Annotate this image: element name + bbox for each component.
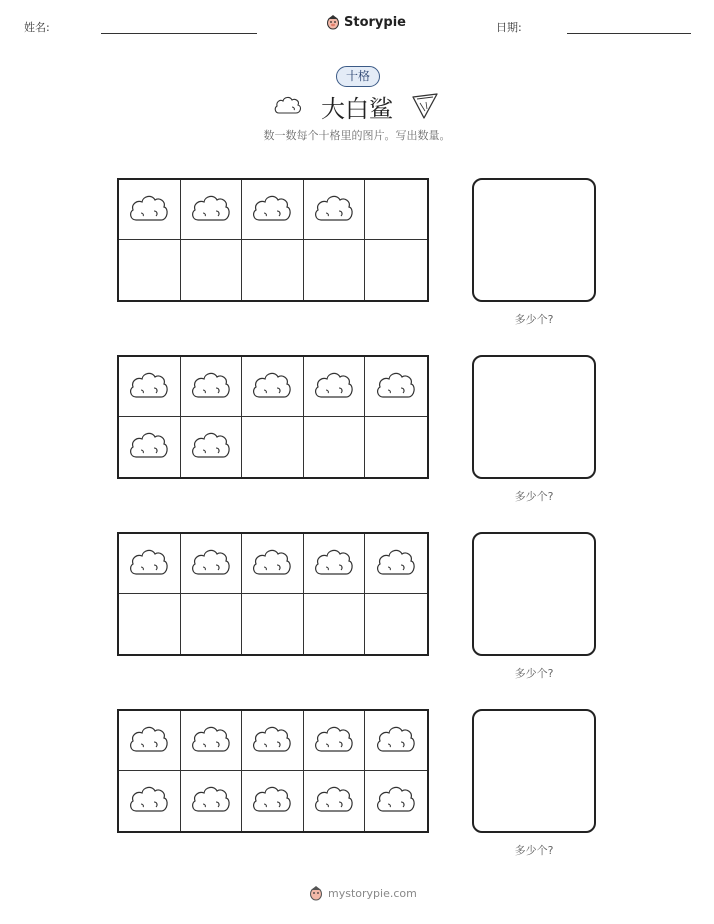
- cloud-icon: [250, 368, 294, 406]
- ten-frame-2: [117, 355, 429, 479]
- how-many-label: 多少个?: [514, 490, 554, 503]
- cloud-icon: [312, 368, 356, 406]
- cloud-icon: [127, 722, 171, 760]
- ten-frame-cell: [365, 711, 427, 771]
- ten-frame-cell: [119, 180, 181, 240]
- ten-frame-cell: [365, 240, 427, 300]
- ten-frame-cell: [242, 357, 304, 417]
- ten-frame-cell: [304, 711, 366, 771]
- ten-frame-cell: [304, 357, 366, 417]
- ten-frame-1: [117, 178, 429, 302]
- name-line[interactable]: [101, 33, 257, 34]
- ten-frame-cell: [242, 534, 304, 594]
- cloud-icon: [250, 545, 294, 583]
- mascot-icon: [309, 885, 323, 901]
- instruction-text: 数一数每个十格里的图片。写出数量。: [263, 129, 451, 142]
- ten-frame-cell: [181, 771, 243, 831]
- ten-frame-cell: [365, 771, 427, 831]
- cloud-icon: [312, 545, 356, 583]
- ten-frame-cell: [242, 594, 304, 654]
- brand-logo: [326, 14, 406, 30]
- cloud-icon: [127, 368, 171, 406]
- ten-frame-cell: [304, 771, 366, 831]
- ten-frame-cell: [119, 771, 181, 831]
- ten-frame-cell: [304, 594, 366, 654]
- title-left-cloud-icon: [273, 94, 303, 120]
- ten-frame-3: [117, 532, 429, 656]
- ten-frame-cell: [119, 417, 181, 477]
- ten-frame-cell: [119, 534, 181, 594]
- answer-box-4[interactable]: [472, 709, 596, 833]
- cloud-icon: [189, 722, 233, 760]
- answer-box-3[interactable]: [472, 532, 596, 656]
- cloud-icon: [127, 428, 171, 466]
- date-line[interactable]: [567, 33, 691, 34]
- cloud-icon: [250, 191, 294, 229]
- ten-frame-cell: [365, 534, 427, 594]
- ten-frame-cell: [304, 180, 366, 240]
- ten-frame-cell: [242, 771, 304, 831]
- ten-frame-cell: [365, 180, 427, 240]
- ten-frame-badge: 十格: [336, 66, 380, 87]
- cloud-icon: [374, 782, 418, 820]
- footer-url: mystorypie.com: [328, 886, 417, 900]
- cloud-icon: [374, 545, 418, 583]
- ten-frame-cell: [242, 180, 304, 240]
- date-label: 日期:: [496, 21, 522, 34]
- ten-frame-cell: [181, 594, 243, 654]
- cloud-icon: [250, 782, 294, 820]
- ten-frame-cell: [365, 417, 427, 477]
- ten-frame-cell: [119, 711, 181, 771]
- shark-tooth-icon: [410, 91, 440, 125]
- how-many-label: 多少个?: [514, 313, 554, 326]
- cloud-icon: [374, 722, 418, 760]
- name-label: 姓名:: [24, 21, 50, 34]
- ten-frame-cell: [242, 240, 304, 300]
- ten-frame-cell: [181, 417, 243, 477]
- ten-frame-cell: [119, 240, 181, 300]
- ten-frame-cell: [304, 534, 366, 594]
- cloud-icon: [189, 428, 233, 466]
- ten-frame-cell: [181, 711, 243, 771]
- cloud-icon: [189, 368, 233, 406]
- cloud-icon: [127, 782, 171, 820]
- ten-frame-cell: [119, 594, 181, 654]
- footer: [309, 885, 417, 901]
- ten-frame-cell: [119, 357, 181, 417]
- page-title: 大白鲨: [321, 95, 393, 123]
- ten-frame-cell: [304, 417, 366, 477]
- cloud-icon: [374, 368, 418, 406]
- how-many-label: 多少个?: [514, 844, 554, 857]
- cloud-icon: [189, 191, 233, 229]
- how-many-label: 多少个?: [514, 667, 554, 680]
- ten-frame-4: [117, 709, 429, 833]
- ten-frame-cell: [181, 534, 243, 594]
- cloud-icon: [189, 782, 233, 820]
- mascot-icon: [326, 14, 340, 30]
- ten-frame-cell: [242, 417, 304, 477]
- ten-frame-cell: [304, 240, 366, 300]
- ten-frame-cell: [365, 594, 427, 654]
- cloud-icon: [312, 191, 356, 229]
- cloud-icon: [189, 545, 233, 583]
- cloud-icon: [312, 782, 356, 820]
- ten-frame-cell: [181, 180, 243, 240]
- answer-box-1[interactable]: [472, 178, 596, 302]
- answer-box-2[interactable]: [472, 355, 596, 479]
- cloud-icon: [250, 722, 294, 760]
- cloud-icon: [312, 722, 356, 760]
- cloud-icon: [127, 545, 171, 583]
- ten-frame-cell: [242, 711, 304, 771]
- ten-frame-cell: [365, 357, 427, 417]
- ten-frame-cell: [181, 357, 243, 417]
- cloud-icon: [127, 191, 171, 229]
- brand-name: Storypie: [344, 14, 406, 30]
- ten-frame-cell: [181, 240, 243, 300]
